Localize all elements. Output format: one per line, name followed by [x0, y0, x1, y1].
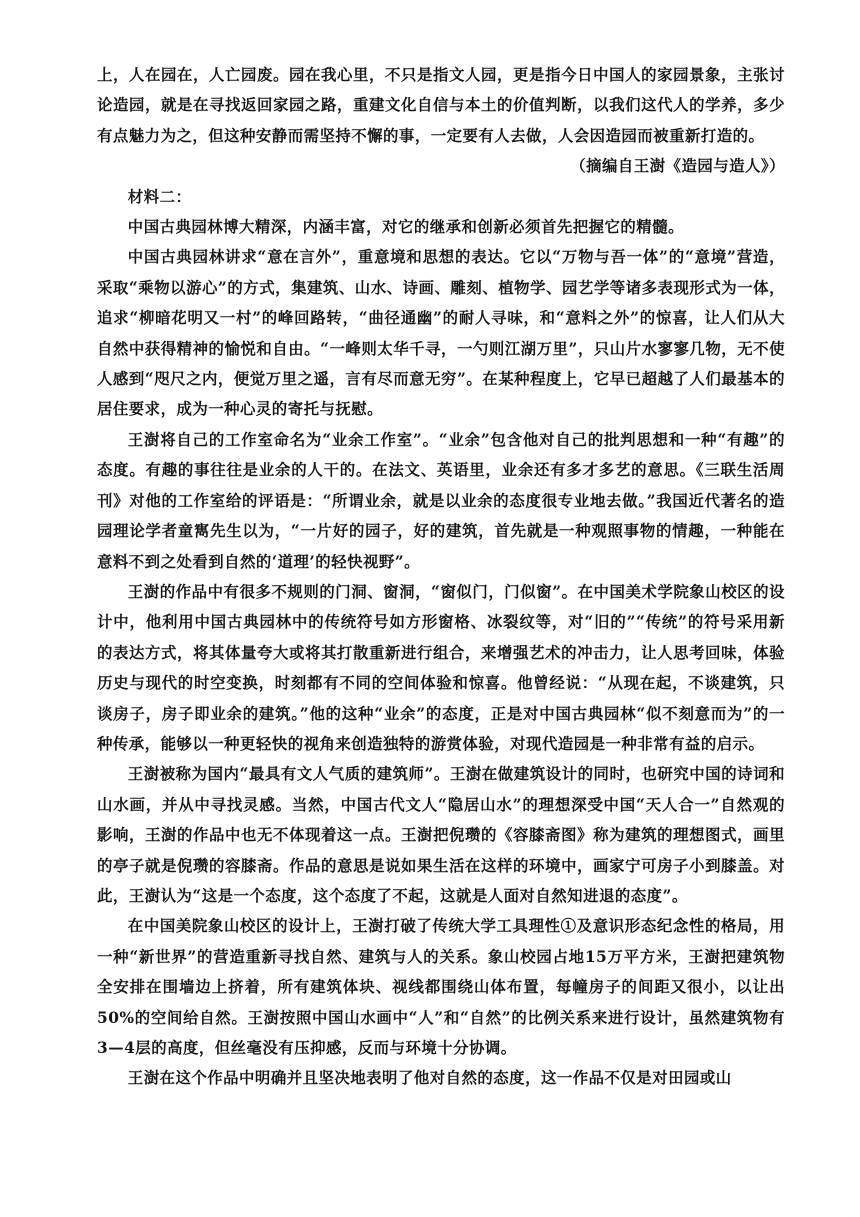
paragraph-1: 中国古典园林博大精深，内涵丰富，对它的继承和创新必须首先把握它的精髓。 — [127, 218, 684, 237]
section-heading: 材料二： — [127, 187, 192, 206]
paragraph-7: 王澍在这个作品中明确并且坚决地表明了他对自然的态度，这一作品不仅是对田园或山 — [127, 1069, 732, 1088]
paragraph-4: 王澍的作品中有很多不规则的门洞、窗洞，“窗似门，门似窗”。在中国美术学院象山校区的设计中，他利用中国古典园林中的传统符号如方形窗格、冰裂纹等，对“旧的”“传统”的符号采用新的表达方式，将其体量夸大或将其打散重新进行组合，来增强艺术的冲击力，让人思考回味，体验历史与现代的时空变换，时刻都有不同的空间体验和惊喜。他曾经说：“从现在起，不谈建筑，只谈房子，房子即业余的建筑。”他的这种“业余”的态度，正是对中国古典园林“似不刻意而为”的一种传承，能够以一种更轻快的视角来创造独特的游赏体验，对现代造园是一种非常有益的启示。 — [97, 582, 785, 753]
paragraph-5: 王澍被称为国内“最具有文人气质的建筑师”。王澍在做建筑设计的同时，也研究中国的诗词和山水画，并从中寻找灵感。当然，中国古代文人“隐居山水”的理想深受中国“天人合一”自然观的影响，王澍的作品中也无不体现着这一点。王澍把倪瓒的《容膝斋图》称为建筑的理想图式，画里的亭子就是倪瓒的容膝斋。作品的意思是说如果生活在这样的环境中，画家宁可房子小到膝盖。对此，王澍认为“这是一个态度，这个态度了不起，这就是人面对自然知进退的态度”。 — [97, 765, 785, 905]
source-citation: （摘编自王澍《造园与造人》） — [570, 157, 785, 176]
paragraph-2: 中国古典园林讲求“意在言外”，重意境和思想的表达。它以“万物与吾一体”的“意境”营造，采取“乘物以游心”的方式，集建筑、山水、诗画、雕刻、植物学、园艺学等诸多表现形式为一体，追求“柳暗花明又一村”的峰回路转，“曲径通幽”的耐人寻味，和“意料之外”的惊喜，让人们从大自然中获得精神的愉悦和自由。“一峰则太华千寻，一勺则江湖万里”，只山片水寥寥几物，无不使人感到“咫尺之内，便觉万里之遥，言有尽而意无穷”。在某种程度上，它早已超越了人们最基本的居住要求，成为一种心灵的寄托与抚慰。 — [97, 248, 785, 419]
paragraph-3: 王澍将自己的工作室命名为“业余工作室”。“业余”包含他对自己的批判思想和一种“有趣”的态度。有趣的事往往是业余的人干的。在法文、英语里，业余还有多才多艺的意思。《三联生活周刊》对他的工作室给的评语是：“所谓业余，就是以业余的态度很专业地去做。”我国近代著名的造园理论学者童寯先生以为，“一片好的园子，好的建筑，首先就是一种观照事物的情趣，一种能在意料不到之处看到自然的‘道理’的轻快视野”。 — [97, 430, 785, 571]
paragraph-continued: 上，人在园在，人亡园废。园在我心里，不只是指文人园，更是指今日中国人的家园景象，主张讨论造园，就是在寻找返回家园之路，重建文化自信与本土的价值判断，以我们这代人的学养，多少有点魅力为之，但这种安静而需坚持不懈的事，一定要有人去做，人会因造园而被重新打造的。 — [97, 66, 785, 145]
paragraph-6: 在中国美院象山校区的设计上，王澍打破了传统大学工具理性①及意识形态纪念性的格局，用一种“新世界”的营造重新寻找自然、建筑与人的关系。象山校园占地15万平方米，王澍把建筑物全安排在围墙边上挤着，所有建筑体块、视线都围绕山体布置，每幢房子的间距又很小，以让出50%的空间给自然。王澍按照中国山水画中“人”和“自然”的比例关系来进行设计，虽然建筑物有3—4层的高度，但丝毫没有压抑感，反而与环境十分协调。 — [97, 917, 785, 1057]
